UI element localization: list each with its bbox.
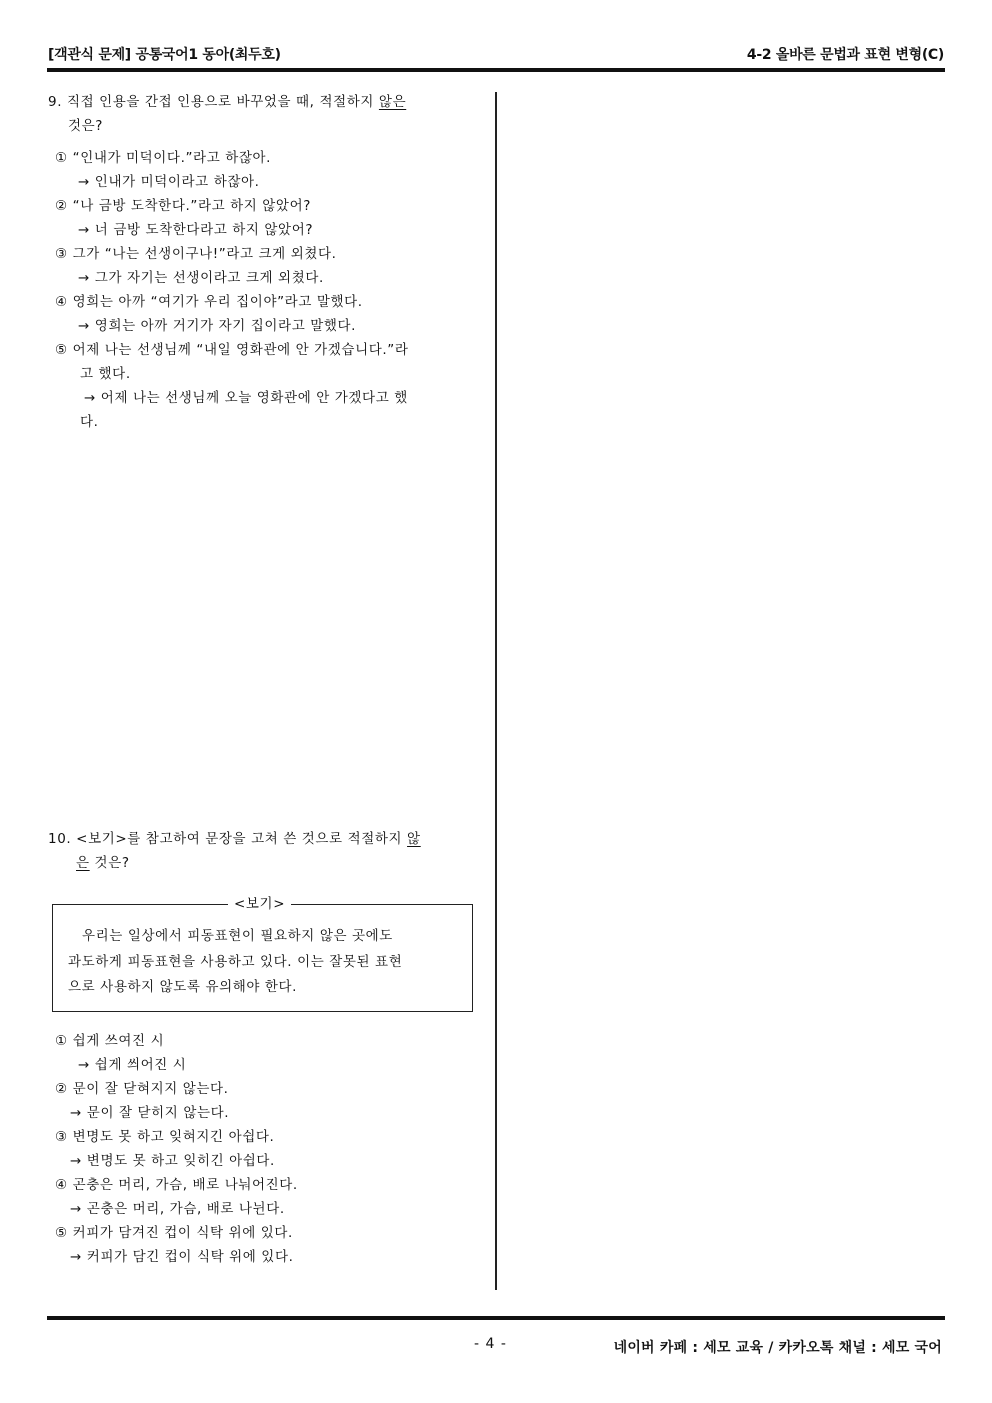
q10-option-2-answer: → 문이 잘 닫히지 않는다.	[70, 1105, 230, 1121]
q9-option-5: ⑤ 어제 나는 선생님께 “내일 영화관에 안 가겠습니다.”라	[55, 342, 409, 358]
bogi-line-2: 과도하게 피동표현을 사용하고 있다. 이는 잘못된 표현	[68, 953, 403, 970]
q10-option-1-answer: → 쉽게 씌어진 시	[78, 1057, 187, 1073]
column-divider	[495, 92, 497, 1290]
q9-option-2: ② “나 금방 도착한다.”라고 하지 않았어?	[55, 198, 311, 214]
question-9-stem	[48, 90, 480, 138]
q10-option-3-answer: → 변명도 못 하고 잊히긴 아쉽다.	[70, 1153, 275, 1169]
q9-option-1-answer: → 인내가 미덕이라고 하잖아.	[78, 174, 260, 190]
q9-option-2-answer: → 너 금방 도착한다라고 하지 않았어?	[78, 222, 314, 238]
bogi-line-1: 우리는 일상에서 피동표현이 필요하지 않은 곳에도	[82, 928, 393, 944]
q10-option-5-answer: → 커피가 담긴 컵이 식탁 위에 있다.	[70, 1249, 294, 1265]
question-10-stem	[48, 827, 480, 875]
bogi-title: <보기>	[228, 892, 291, 912]
q9-option-5-answer: → 어제 나는 선생님께 오늘 영화관에 안 가겠다고 했	[84, 390, 408, 406]
q9-option-4: ④ 영희는 아까 “여기가 우리 집이야”라고 말했다.	[55, 294, 363, 310]
question-10-underlined-1: 않	[407, 831, 421, 847]
question-9-underlined-word: 않은	[378, 94, 407, 110]
q10-option-3: ③ 변명도 못 하고 잊혀지긴 아쉽다.	[55, 1129, 275, 1145]
header-rule	[47, 68, 945, 72]
footer-contact: 네이버 카페 : 세모 교육 / 카카오톡 채널 : 세모 국어	[613, 1340, 942, 1356]
q10-option-4: ④ 곤충은 머리, 가슴, 배로 나눠어진다.	[55, 1177, 298, 1193]
question-10-stem-line2: 것은?	[89, 855, 130, 871]
header-section-title: 4-2 올바른 문법과 표현 변형(C)	[746, 47, 944, 63]
q9-option-5-cont: 고 했다.	[80, 366, 131, 382]
header-title: [객관식 문제] 공통국어1 동아(최두호)	[48, 47, 281, 63]
q9-option-4-answer: → 영희는 아까 거기가 자기 집이라고 말했다.	[78, 318, 357, 334]
q9-option-3-answer: → 그가 자기는 선생이라고 크게 외쳤다.	[78, 270, 324, 286]
q9-option-1: ① “인내가 미덕이다.”라고 하잖아.	[55, 150, 272, 166]
question-9-stem-line2: 것은?	[68, 118, 104, 134]
bogi-text	[68, 924, 460, 1001]
question-10-stem-text: 10. <보기>를 참고하여 문장을 고쳐 쓴 것으로 적절하지	[48, 831, 408, 847]
q10-option-1: ① 쉽게 쓰여진 시	[55, 1033, 165, 1049]
page-number: - 4 -	[474, 1336, 507, 1352]
footer-rule	[47, 1316, 945, 1320]
q10-option-5: ⑤ 커피가 담겨진 컵이 식탁 위에 있다.	[55, 1225, 293, 1241]
question-9-stem-text: 9. 직접 인용을 간접 인용으로 바꾸었을 때, 적절하지	[48, 94, 379, 110]
bogi-line-3: 으로 사용하지 않도록 유의해야 한다.	[68, 979, 298, 995]
question-10-underlined-2: 은	[76, 855, 90, 871]
q10-option-2: ② 문이 잘 닫혀지지 않는다.	[55, 1081, 229, 1097]
q9-option-5-answer-cont: 다.	[80, 414, 99, 430]
q9-option-3: ③ 그가 “나는 선생이구나!”라고 크게 외쳤다.	[55, 246, 337, 262]
q10-option-4-answer: → 곤충은 머리, 가슴, 배로 나뉜다.	[70, 1201, 285, 1217]
